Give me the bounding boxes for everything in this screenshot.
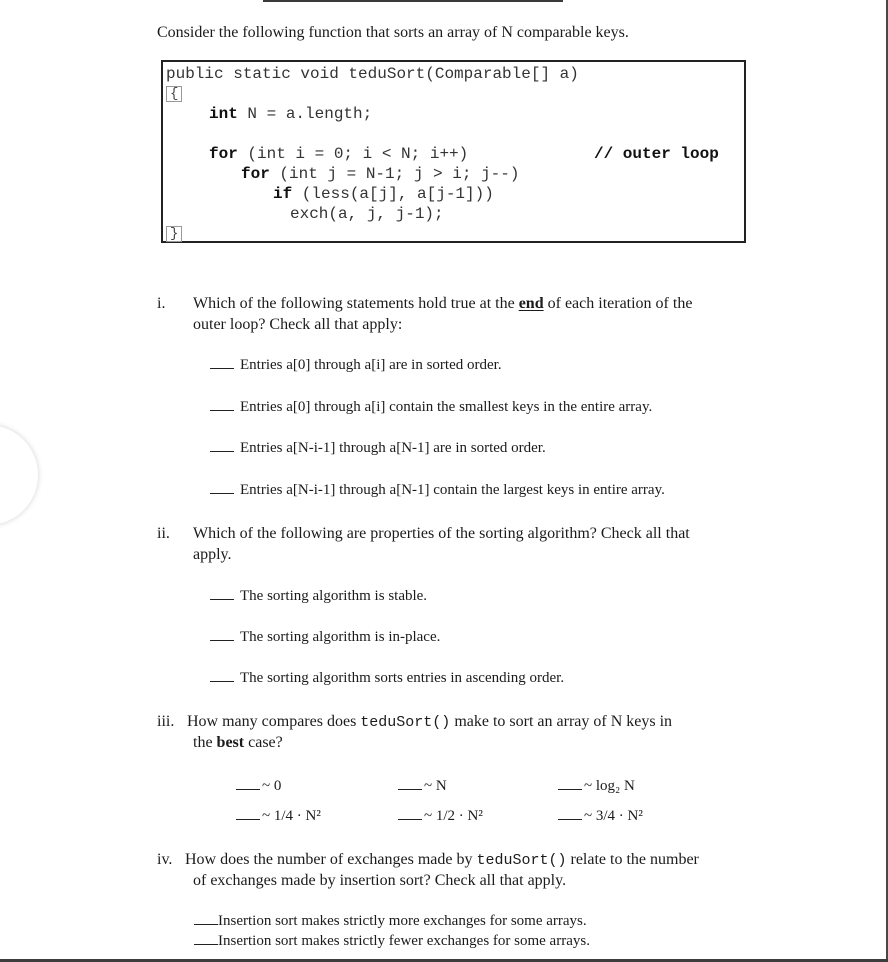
q3-option[interactable]: ~ 3/4 · N²	[558, 807, 643, 825]
q3-option[interactable]: ~ N	[398, 777, 447, 795]
code-line-6: exch(a, j, j-1);	[290, 205, 444, 223]
q3-number: iii.	[157, 713, 175, 730]
checkbox-blank[interactable]	[210, 368, 234, 369]
q1-option[interactable]: Entries a[0] through a[i] contain the smallest keys in the entire array.	[210, 398, 652, 416]
code-line-5: if (less(a[j], a[j-1]))	[273, 185, 494, 203]
q1-text-line2: outer loop? Check all that apply:	[193, 316, 403, 333]
intro-text: Consider the following function that sorts an array of N comparable keys.	[157, 24, 629, 41]
q3-text-line2: the best case?	[193, 734, 283, 751]
checkbox-blank[interactable]	[236, 819, 260, 820]
checkbox-blank[interactable]	[558, 819, 582, 820]
q3-option[interactable]: ~ log₂ N	[558, 777, 635, 795]
checkbox-blank[interactable]	[558, 789, 582, 790]
checkbox-blank[interactable]	[210, 493, 234, 494]
checkbox-blank[interactable]	[194, 924, 218, 925]
checkbox-blank[interactable]	[398, 789, 422, 790]
q2-text-line2: apply.	[193, 546, 232, 563]
q2-number: ii.	[157, 525, 170, 542]
checkbox-blank[interactable]	[398, 819, 422, 820]
checkbox-blank[interactable]	[210, 640, 234, 641]
code-line-4: for (int j = N-1; j > i; j--)	[241, 165, 520, 183]
q1-text-line1: Which of the following statements hold true at the end of each iteration of the	[193, 295, 693, 312]
q4-number: iv.	[157, 851, 173, 868]
q2-text-line1: Which of the following are properties of the sorting algorithm? Check all that	[193, 525, 690, 542]
checkbox-blank[interactable]	[194, 944, 218, 945]
q2-option[interactable]: The sorting algorithm sorts entries in ascending order.	[210, 669, 564, 687]
checkbox-blank[interactable]	[210, 410, 234, 411]
code-comment: // outer loop	[594, 145, 719, 163]
q3-option[interactable]: ~ 1/2 · N²	[398, 807, 483, 825]
checkbox-blank[interactable]	[210, 681, 234, 682]
q3-text-line1: How many compares does teduSort() make to sort an array of N keys in	[187, 713, 673, 731]
q1-option[interactable]: Entries a[N-i-1] through a[N-1] are in sorted order.	[210, 439, 546, 457]
q2-option[interactable]: The sorting algorithm is stable.	[210, 587, 427, 605]
code-line-3: for (int i = 0; i < N; i++)	[209, 145, 469, 163]
q4-option[interactable]: Insertion sort makes strictly fewer exchanges for some arrays.	[194, 932, 590, 950]
checkbox-blank[interactable]	[210, 451, 234, 452]
code-line-2: int N = a.length;	[209, 105, 373, 123]
q4-text-line1: How does the number of exchanges made by teduSort() relate to the number	[185, 851, 699, 869]
q3-option[interactable]: ~ 0	[236, 777, 281, 795]
code-open-brace: {	[166, 86, 182, 102]
code-close-brace: }	[166, 226, 182, 242]
top-rule	[263, 0, 563, 2]
q4-option[interactable]: Insertion sort makes strictly more exchanges for some arrays.	[194, 912, 587, 930]
checkbox-blank[interactable]	[236, 789, 260, 790]
q1-option[interactable]: Entries a[N-i-1] through a[N-1] contain the largest keys in entire array.	[210, 481, 665, 499]
q2-option[interactable]: The sorting algorithm is in-place.	[210, 628, 440, 646]
side-scroll-handle[interactable]	[0, 425, 38, 525]
code-signature: public static void teduSort(Comparable[] a)	[166, 65, 579, 83]
q3-option[interactable]: ~ 1/4 · N²	[236, 807, 321, 825]
q1-number: i.	[157, 295, 166, 312]
q4-text-line2: of exchanges made by insertion sort? Check all that apply.	[193, 872, 567, 889]
q1-option[interactable]: Entries a[0] through a[i] are in sorted order.	[210, 356, 502, 374]
checkbox-blank[interactable]	[210, 599, 234, 600]
